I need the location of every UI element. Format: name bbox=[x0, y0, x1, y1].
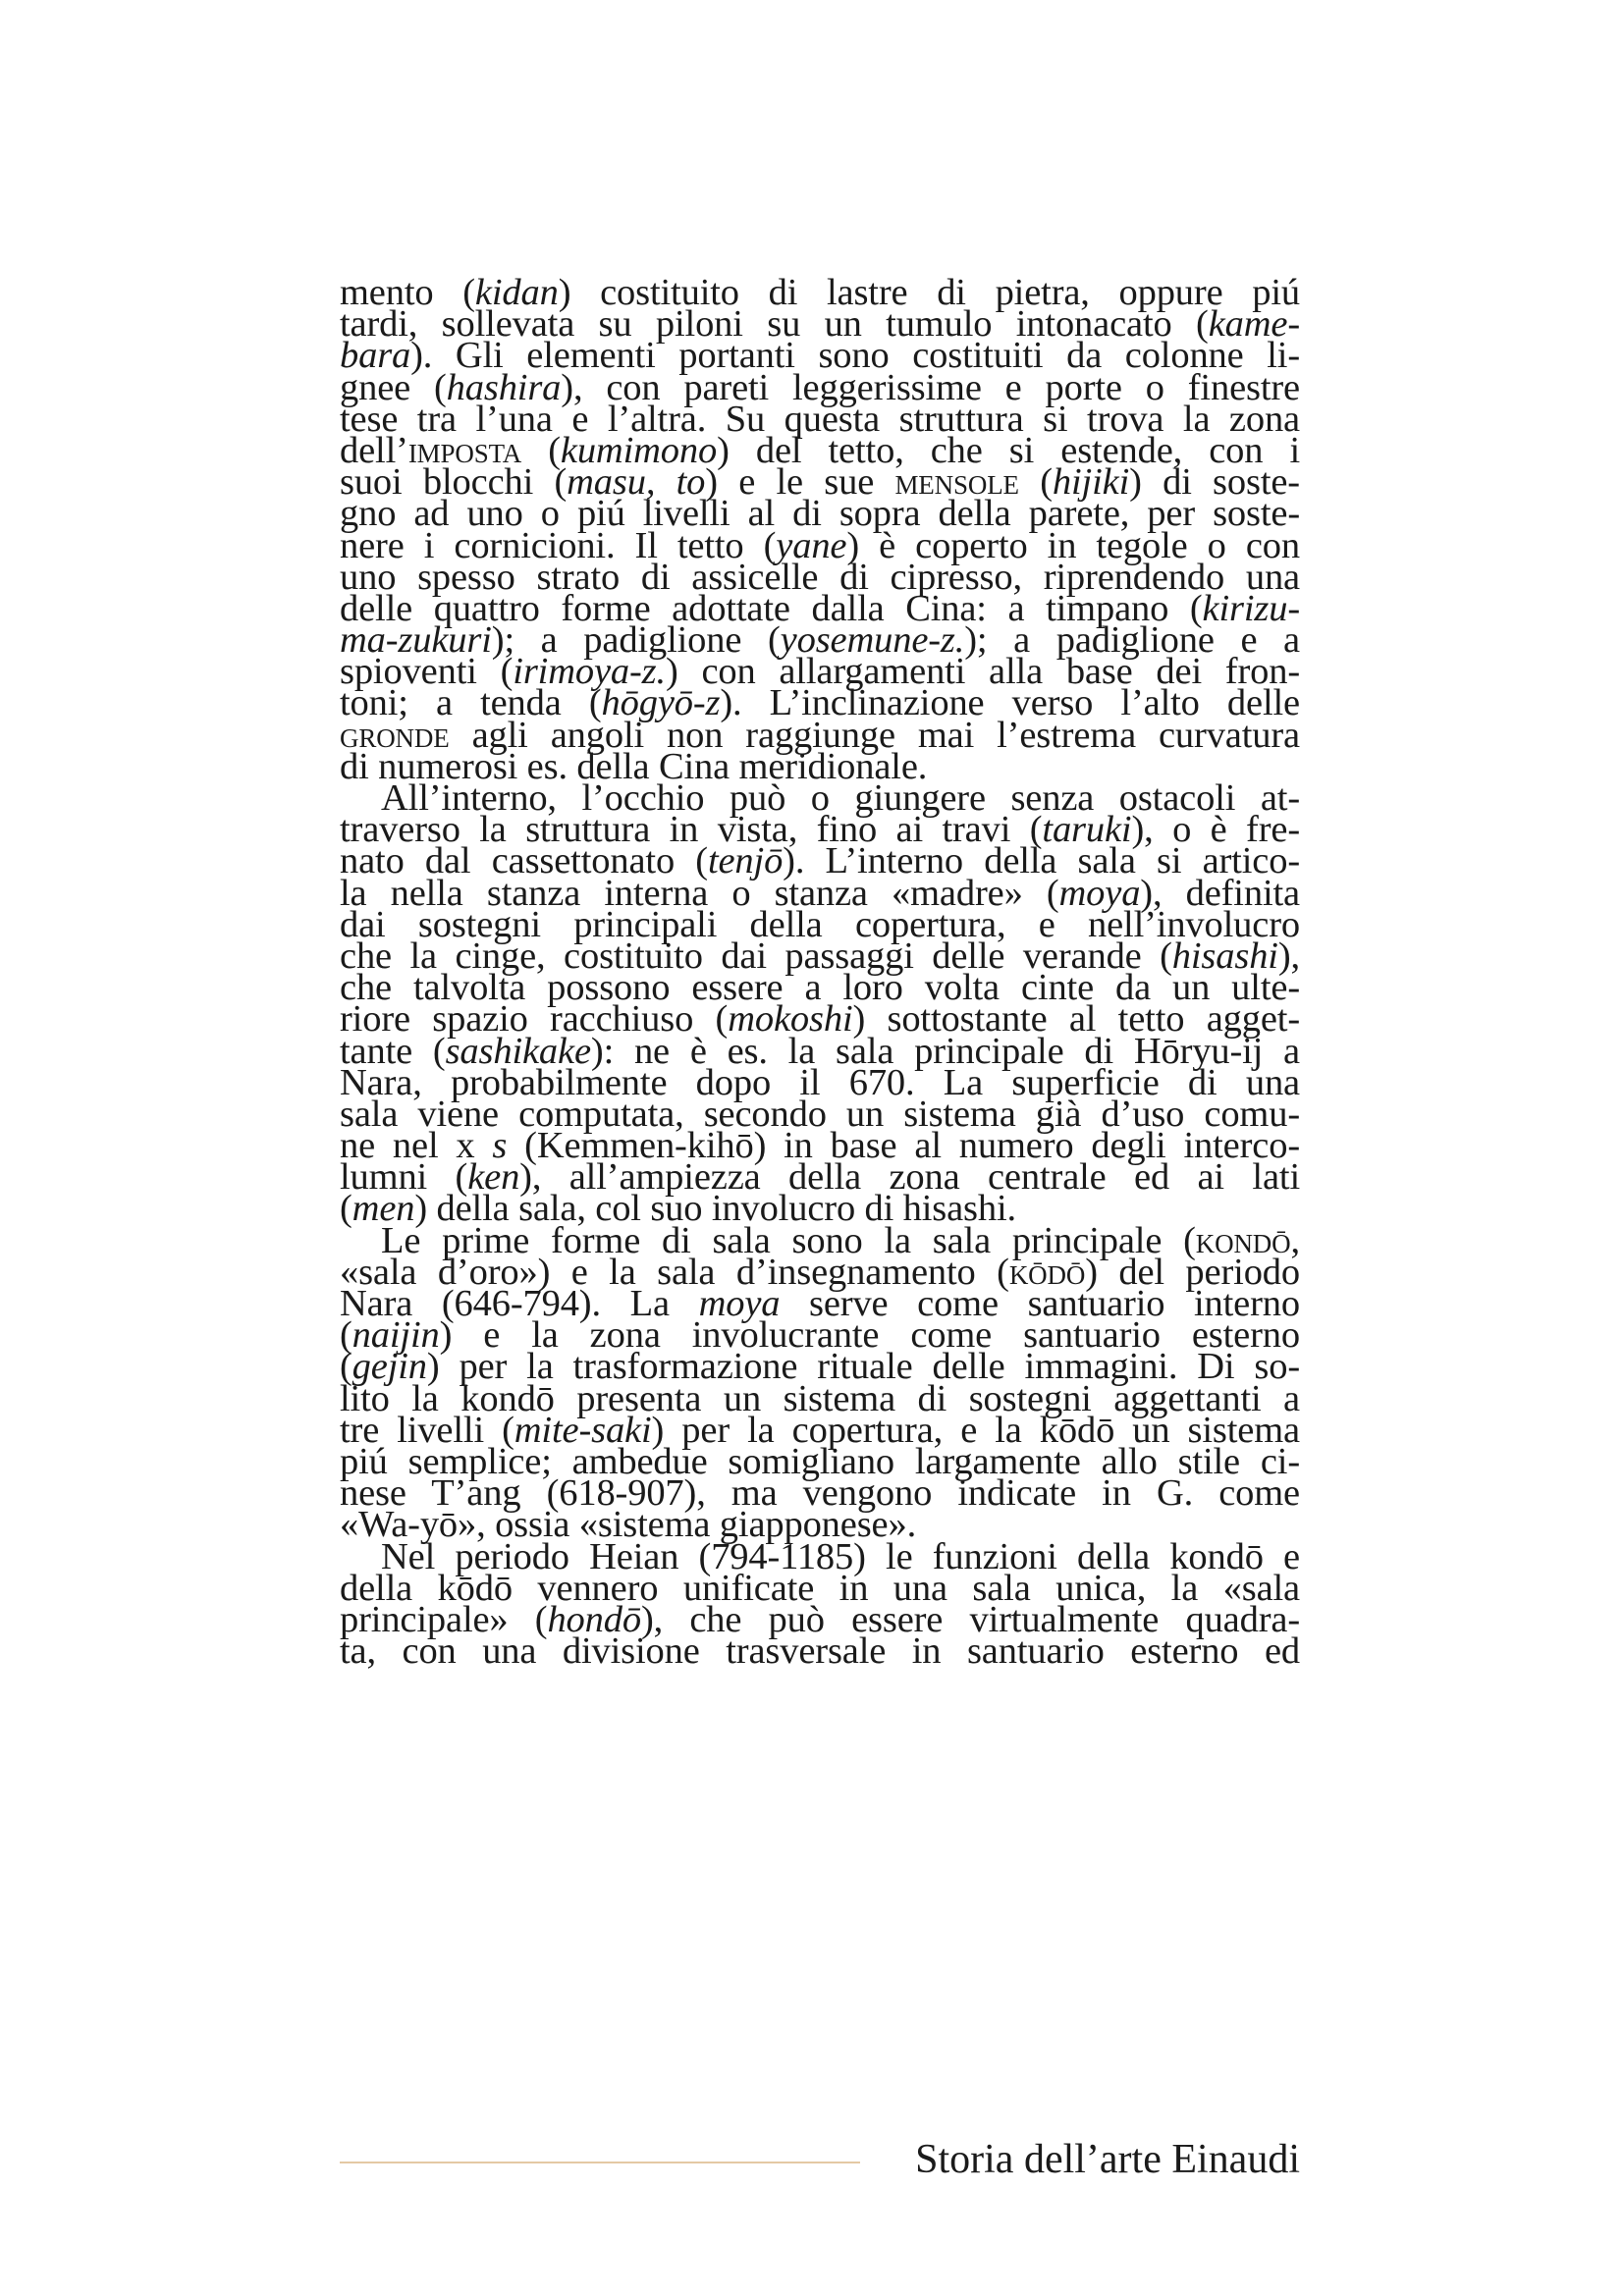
text-line: la nella stanza interna o stanza «madre» (moya), definita bbox=[340, 872, 1300, 914]
text-line: che la cinge, costituito dai passaggi delle verande (hisashi), bbox=[340, 934, 1300, 977]
text-line: All’interno, l’occhio può o giungere senza ostacoli at- bbox=[381, 777, 1300, 819]
text-line: gronde agli angoli non raggiunge mai l’estrema curvatura bbox=[340, 714, 1300, 756]
text-line: (men) della sala, col suo involucro di hisashi. bbox=[340, 1188, 1017, 1230]
text-line: spioventi (irimoya-z.) con allargamenti alla base dei fron- bbox=[340, 651, 1300, 693]
text-line: sala viene computata, secondo un sistema già d’uso comu- bbox=[340, 1093, 1300, 1135]
text-line: Nara (646-794). La moya serve come santuario interno bbox=[340, 1283, 1300, 1324]
text-line: ta, con una divisione trasversale in santuario esterno ed bbox=[340, 1630, 1300, 1673]
text-line: gnee (hashira), con pareti leggerissime e porte o finestre bbox=[340, 366, 1300, 408]
text-line: suoi blocchi (masu, to) e le sue mensole (hijiki) di soste- bbox=[340, 461, 1300, 504]
text-line: mento (kidan) costituito di lastre di pietra, oppure piú bbox=[340, 272, 1300, 313]
text-line: gno ad uno o piú livelli al di sopra della parete, per soste- bbox=[340, 493, 1300, 535]
text-line: di numerosi es. della Cina meridionale. bbox=[340, 745, 928, 787]
text-line: Le prime forme di sala sono la sala principale (kondō, bbox=[381, 1219, 1300, 1261]
text-line: delle quattro forme adottate dalla Cina: a timpano (kirizu- bbox=[340, 587, 1300, 629]
text-line: Nel periodo Heian (794-1185) le funzioni della kondō e bbox=[381, 1535, 1300, 1577]
text-line: nere i cornicioni. Il tetto (yane) è coperto in tegole o con bbox=[340, 524, 1300, 566]
text-line: dell’imposta (kumimono) del tetto, che si estende, con i bbox=[340, 429, 1300, 471]
footer-rule bbox=[340, 2162, 860, 2163]
text-line: uno spesso strato di assicelle di cipresso, riprendendo una bbox=[340, 556, 1300, 598]
text-line: traverso la struttura in vista, fino ai travi (taruki), o è fre- bbox=[340, 809, 1301, 851]
text-line: (gejin) per la trasformazione rituale delle immagini. Di so- bbox=[340, 1346, 1300, 1388]
text-line: lumni (ken), all’ampiezza della zona centrale ed ai lati bbox=[340, 1156, 1300, 1199]
text-line: dai sostegni principali della copertura, e nell’involucro bbox=[340, 903, 1300, 945]
body-text bbox=[340, 272, 1301, 1673]
text-line: tese tra l’una e l’altra. Su questa struttura si trova la zona bbox=[340, 398, 1300, 440]
text-line: riore spazio racchiuso (mokoshi) sottostante al tetto agget- bbox=[340, 998, 1300, 1041]
text-line: «sala d’oro») e la sala d’insegnamento (kōdō) del periodo bbox=[340, 1251, 1300, 1293]
text-line: tante (sashikake): ne è es. la sala principale di Hōryu-ij a bbox=[340, 1030, 1300, 1072]
text-line: nese T’ang (618-907), ma vengono indicate in G. come bbox=[340, 1472, 1300, 1515]
text-line: che talvolta possono essere a loro volta cinte da un ulte- bbox=[340, 967, 1300, 1009]
text-line: della kōdō vennero unificate in una sala unica, la «sala bbox=[340, 1567, 1300, 1609]
text-line: (naijin) e la zona involucrante come santuario esterno bbox=[340, 1314, 1300, 1357]
text-line: tardi, sollevata su piloni su un tumulo intonacato (kame- bbox=[340, 303, 1300, 346]
text-line: toni; a tenda (hōgyō-z). L’inclinazione verso l’alto delle bbox=[340, 682, 1300, 724]
text-line: bara). Gli elementi portanti sono costituiti da colonne li- bbox=[340, 335, 1300, 377]
text-line: ne nel x s (Kemmen-kihō) in base al numero degli interco- bbox=[340, 1125, 1301, 1167]
text-line: tre livelli (mite-saki) per la copertura, e la kōdō un sistema bbox=[340, 1409, 1300, 1451]
text-line: piú semplice; ambedue somigliano largamente allo stile ci- bbox=[340, 1440, 1300, 1482]
footer-title: Storia dell’arte Einaudi bbox=[915, 2137, 1300, 2182]
text-line: principale» (hondō), che può essere virtualmente quadra- bbox=[340, 1598, 1301, 1640]
text-line: «Wa-yō», ossia «sistema giapponese». bbox=[340, 1504, 917, 1546]
text-line: ma-zukuri); a padiglione (yosemune-z.); a padiglione e a bbox=[340, 619, 1300, 662]
text-line: nato dal cassettonato (tenjō). L’interno della sala si artico- bbox=[340, 840, 1300, 882]
text-line: lito la kondō presenta un sistema di sostegni aggettanti a bbox=[340, 1377, 1300, 1419]
text-line: Nara, probabilmente dopo il 670. La superficie di una bbox=[340, 1061, 1300, 1103]
